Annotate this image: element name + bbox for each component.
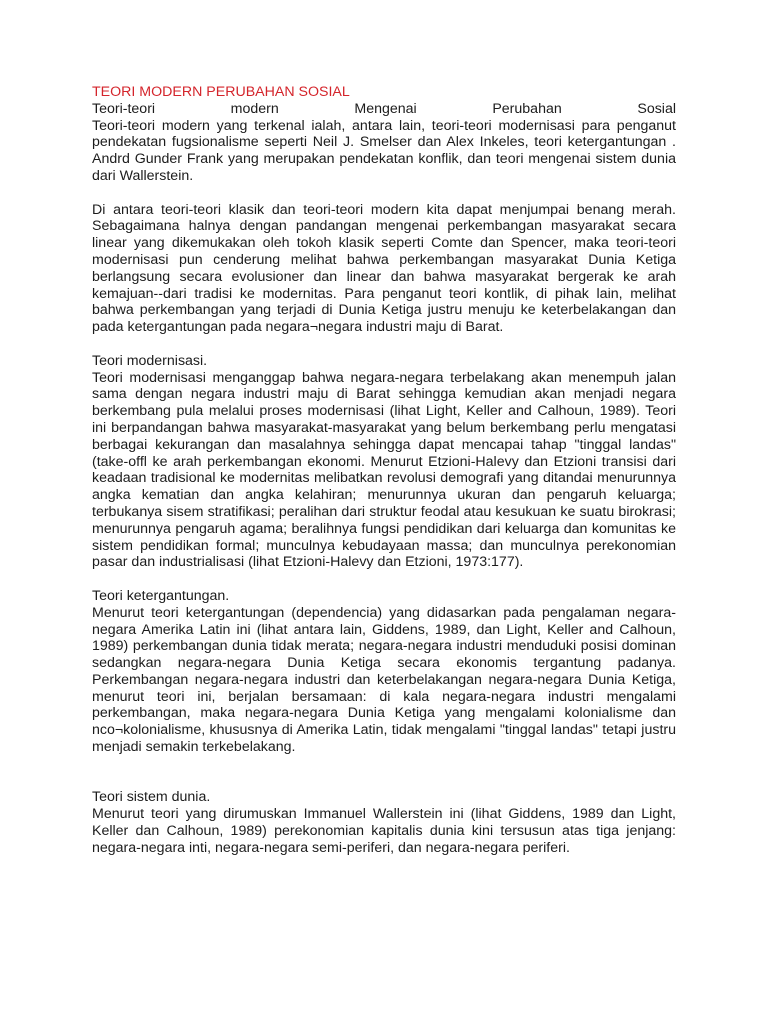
section-heading-modernisasi: Teori modernisasi. [92,352,208,369]
section-body-sistem-dunia: Menurut teori yang dirumuskan Immanuel Wallerstein ini (lihat Giddens, 1989 dan Light, Keller dan Calhoun, 1989) perekonomian kapitalis dunia kini tersusun atas tiga jenjang: negara-negara inti, negara-negara semi-periferi, dan negara-negara periferi. [92,806,676,856]
section-heading-sistem-dunia: Teori sistem dunia. [92,789,211,806]
paragraph-linkage: Di antara teori-teori klasik dan teori-teori modern kita dapat menjumpai benang merah. Sebagaimana halnya dengan pandangan mengenai perkembangan masyarakat secara linear yang dikemukakan oleh tokoh klasik seperti Comte dan Spencer, maka teori-teori modernisasi pun cenderung melihat bahwa perkembangan masyarakat Dunia Ketiga berlangsung secara evolusioner dan linear dan bahwa masyarakat bergerak ke arah kemajuan--dari tradisi ke modernitas. Para penganut teori kontlik, di pihak lain, melihat bahwa perkembangan yang terjadi di Dunia Ketiga justru menuju ke keterbelakangan dan pada ketergantungan pada negara¬negara industri maju di Barat. [92,201,676,336]
spacer [92,336,676,353]
document-title: TEORI MODERN PERUBAHAN SOSIAL [92,84,350,100]
intro-paragraph: Teori-teori modern yang terkenal ialah, antara lain, teori-teori modernisasi para penganut pendekatan fugsionalisme seperti Neil J. Smelser dan Alex Inkeles, teori ketergantungan . Andrd Gunder Frank yang merupakan pendekatan konflik, dan teori mengenai sistem dunia dari Wallerstein. [92,117,676,184]
section-body-ketergantungan: Menurut teori ketergantungan (dependencia) yang didasarkan pada pengalaman negara-negara Amerika Latin ini (lihat antara lain, Giddens, 1989, dan Light, Keller and Calhoun, 1989) perkembangan dunia tidak merata; negara-negara industri menduduki posisi dominan sedangkan negara-negara Dunia Ketiga secara ekonomis tergantung padanya. Perkembangan negara-negara industri dan keterbelakangan negara-negara Dunia Ketiga, menurut teori ini, berjalan bersamaan: di kala negara-negara industri mengalami perkembangan, maka negara-negara Dunia Ketiga yang mengalami kolonialisme dan nco¬kolonialisme, khususnya di Amerika Latin, tidak mengalami "tinggal landas" tetapi justru menjadi semakin terkebelakang. [92,604,676,756]
document-subtitle: Teori-teori modern Mengenai Perubahan Sosial [92,100,676,117]
document-page [92,84,676,857]
spacer [92,571,676,588]
spacer [92,185,676,202]
section-heading-ketergantungan: Teori ketergantungan. [92,587,230,604]
section-body-modernisasi: Teori modernisasi menganggap bahwa negara-negara terbelakang akan menempuh jalan sama dengan negara industri maju di Barat sehingga kemudian akan menjadi negara berkembang pula melalui proses modernisasi (lihat Light, Keller and Calhoun, 1989). Teori ini berpandangan bahwa masyarakat-masyarakat yang belum berkembang perlu mengatasi berbagai kekurangan dan masalahnya sehingga dapat mencapai tahap "tinggal landas" (take-offl ke arah perkembangan ekonomi. Menurut Etzioni-Halevy dan Etzioni transisi dari keadaan tradisional ke modernitas melibatkan revolusi demografi yang ditandai menurunnya angka kematian dan angka kelahiran; menurunnya ukuran dan pengaruh keluarga; terbukanya sisem stratifikasi; peralihan dari struktur feodal atau kesukuan ke suatu birokrasi; menurunnya pengaruh agama; beralihnya fungsi pendidikan dari keluarga dan komunitas ke sistem pendidikan formal; munculnya kebudayaan massa; dan munculnya perekonomian pasar dan industrialisasi (lihat Etzioni-Halevy dan Etzioni, 1973:177). [92,369,676,571]
spacer [92,756,676,790]
